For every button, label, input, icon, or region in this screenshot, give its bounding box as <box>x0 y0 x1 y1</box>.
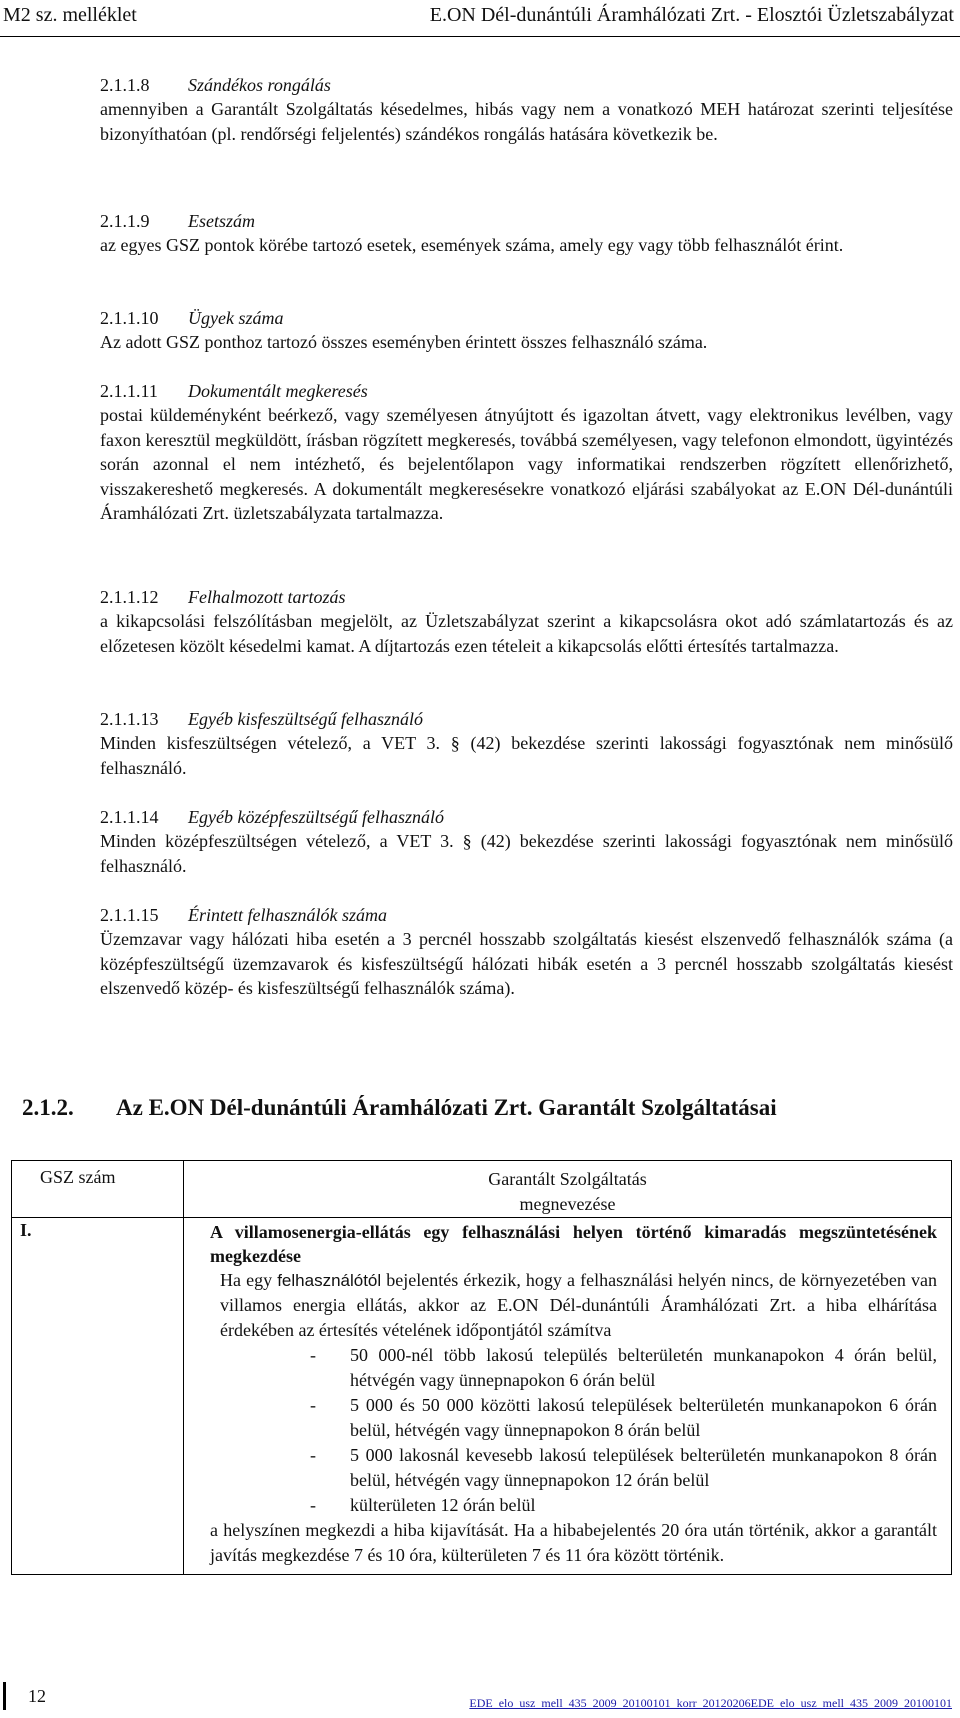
definition-2-1-1-13 <box>100 707 953 780</box>
definition-text: a kikapcsolási felszólításban megjelölt, az Üzletszabályzat szerint a kikapcsolásra okot adó számlatartozás és az előzetesen közölt késedelmi kamat. A díjtartozás ezen tételeit a kikapcsolás előtti értesítés tartalmazza. <box>100 611 953 656</box>
definition-2-1-1-9 <box>100 209 953 258</box>
list-item-text: 5 000 és 50 000 közötti lakosú települések belterületén munkanapokon 6 órán belül, hétvégén vagy ünnepnapokon 8 órán belül <box>350 1395 937 1440</box>
list-item-text: külterületen 12 órán belül <box>350 1495 536 1515</box>
definition-text: Az adott GSZ ponthoz tartozó összes eseményben érintett összes felhasználó száma. <box>100 332 708 352</box>
header-document-title: E.ON Dél-dunántúli Áramhálózati Zrt. - Elosztói Üzletszabályzat <box>429 4 954 26</box>
definition-number: 2.1.1.11 <box>100 381 158 401</box>
definition-title: Szándékos rongálás <box>188 75 331 95</box>
definition-2-1-1-15 <box>100 903 953 1001</box>
definition-title: Egyéb kisfeszültségű felhasználó <box>188 709 423 729</box>
definition-title: Felhalmozott tartozás <box>188 587 346 607</box>
list-item <box>310 1393 937 1443</box>
table-header-gsz-number: GSZ szám <box>12 1161 184 1218</box>
list-item <box>310 1343 937 1393</box>
service-intro-part-c: bejelentés érkezik, hogy a felhasználási helyén nincs, de környezetében van villamos energia ellátás, akkor az E.ON Dél-dunántúli Áramhálózati Zrt. a hiba elhárítása érdekében az értesítés vételének időpontjától számítva <box>220 1270 938 1340</box>
definition-2-1-1-10 <box>100 306 953 355</box>
table-header-service-name <box>184 1161 952 1218</box>
definition-title: Egyéb középfeszültségű felhasználó <box>188 807 444 827</box>
table-row-content <box>184 1218 952 1575</box>
service-title: A villamosenergia-ellátás egy felhasználási helyen történő kimaradás megszüntetésének megkezdése <box>210 1222 937 1266</box>
definition-text: amennyiben a Garantált Szolgáltatás késedelmes, hibás vagy nem a vonatkozó MEH határozat szerinti teljesítése bizonyíthatóan (pl. rendőrségi feljelentés) szándékos rongálás hatására következik be. <box>100 99 953 144</box>
definition-number: 2.1.1.10 <box>100 308 159 328</box>
service-deadline-list <box>210 1343 937 1518</box>
section-number: 2.1.2. <box>22 1095 74 1120</box>
dash-marker: - <box>310 1345 316 1365</box>
definition-number: 2.1.1.14 <box>100 807 159 827</box>
definition-text: Üzemzavar vagy hálózati hiba esetén a 3 percnél hosszabb szolgáltatás kiesést elszenvedő felhasználók száma (a középfeszültségű üzemzavarok és kisfeszültségű hálózati hibák esetén a 3 percnél hosszabb szolgáltatás kiesést elszenvedő közép- és kisfeszültségű felhasználók száma). <box>100 929 953 999</box>
table-header-service-line2: megnevezése <box>519 1194 616 1214</box>
definition-number: 2.1.1.9 <box>100 211 150 231</box>
service-intro-part-b: felhasználótól <box>277 1271 382 1290</box>
dash-marker: - <box>310 1495 316 1515</box>
service-closing: a helyszínen megkezdi a hiba kijavítását. Ha a hibabejelentés 20 óra után történik, akkor a garantált javítás megkezdése 7 és 10 óra, külterületen 7 és 11 óra között történik. <box>210 1520 937 1565</box>
definition-2-1-1-12 <box>100 585 953 658</box>
service-intro-part-a: Ha egy <box>220 1270 278 1290</box>
table-header-service-line1: Garantált Szolgáltatás <box>488 1169 647 1189</box>
definition-title: Esetszám <box>188 211 255 231</box>
header-annex-label: M2 sz. melléklet <box>3 4 137 26</box>
list-item-text: 5 000 lakosnál kevesebb lakosú települések belterületén munkanapokon 8 órán belül, hétvégén vagy ünnepnapokon 12 órán belül <box>350 1445 937 1490</box>
table-row-id: I. <box>12 1218 184 1575</box>
list-item-text: 50 000-nél több lakosú település belterületén munkanapokon 4 órán belül, hétvégén vagy ünnepnapokon 6 órán belül <box>350 1345 937 1390</box>
definition-number: 2.1.1.13 <box>100 709 159 729</box>
definition-text: postai küldeményként beérkező, vagy személyesen átnyújtott és igazoltan átvett, vagy elektronikus levélben, vagy faxon keresztül megküldött, írásban rögzített megkeresés, továbbá személyesen, vagy telefonon elmondott, ügyintézés során azonnal el nem intézhető, és bejelentőlapon vagy informatikai rendszerben rögzített ellenőrizhető, visszakereshető megkeresés. A dokumentált megkeresésekre vonatkozó eljárási szabályokat az E.ON Dél-dunántúli Áramhálózati Zrt. üzletszabályzata tartalmazza. <box>100 405 953 524</box>
section-heading <box>22 1095 777 1121</box>
guaranteed-services-table <box>11 1160 952 1575</box>
list-item <box>310 1493 937 1518</box>
definition-text: Minden kisfeszültségen vételező, a VET 3. § (42) bekezdése szerinti lakossági fogyasztónak nem minősülő felhasználó. <box>100 733 953 778</box>
section-title: Az E.ON Dél-dunántúli Áramhálózati Zrt. Garantált Szolgáltatásai <box>116 1095 777 1120</box>
footer-file-link[interactable]: EDE_elo_usz_mell_435_2009_20100101_korr_20120206EDE_elo_usz_mell_435_2009_20100101 <box>469 1696 952 1710</box>
footer-bar <box>3 1682 6 1710</box>
table-row <box>12 1218 952 1575</box>
definition-number: 2.1.1.15 <box>100 905 159 925</box>
definition-2-1-1-14 <box>100 805 953 878</box>
definition-title: Ügyek száma <box>188 308 284 328</box>
definition-2-1-1-11 <box>100 379 953 526</box>
definition-2-1-1-8 <box>100 73 953 146</box>
definition-number: 2.1.1.8 <box>100 75 150 95</box>
table-header-row <box>12 1161 952 1218</box>
page-header <box>0 2 960 34</box>
dash-marker: - <box>310 1395 316 1415</box>
dash-marker: - <box>310 1445 316 1465</box>
definition-title: Érintett felhasználók száma <box>188 905 387 925</box>
list-item <box>310 1443 937 1493</box>
page-number: 12 <box>28 1686 46 1706</box>
header-rule <box>0 36 960 37</box>
definition-title: Dokumentált megkeresés <box>188 381 368 401</box>
definition-number: 2.1.1.12 <box>100 587 159 607</box>
definition-text: az egyes GSZ pontok körébe tartozó esetek, események száma, amely egy vagy több felhasználót érint. <box>100 235 844 255</box>
service-intro <box>210 1268 937 1343</box>
definition-text: Minden középfeszültségen vételező, a VET 3. § (42) bekezdése szerinti lakossági fogyasztónak nem minősülő felhasználó. <box>100 831 953 876</box>
